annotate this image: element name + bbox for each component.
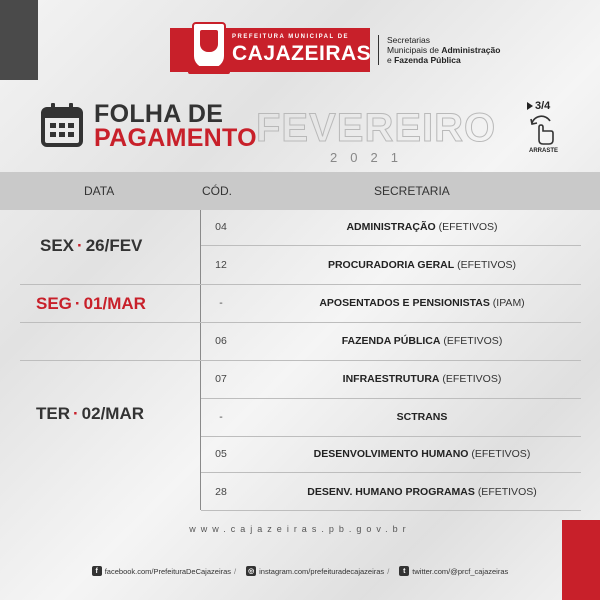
city-crest-icon [192,22,226,70]
table-row: INFRAESTRUTURA (EFETIVOS) [342,373,502,385]
column-header-date: DATA [84,184,115,198]
date-ter-02-mar: TER · 02/MAR [36,404,145,423]
corner-decoration-top-left [0,0,38,80]
row-divider [201,245,581,246]
twitter-link[interactable]: t twitter.com/@prcf_cajazeiras [399,566,508,576]
instagram-icon: ◎ [248,568,255,575]
row-code: 12 [215,259,227,271]
row-code: 06 [215,335,227,347]
row-code: - [219,411,223,423]
column-header-code: CÓD. [202,184,232,198]
city-logo [170,28,370,72]
table-row: ADMINISTRAÇÃO (EFETIVOS) [346,221,498,233]
secretarias-label [378,35,500,65]
facebook-icon: f [92,566,102,576]
row-divider [20,360,581,361]
social-footer [0,566,600,576]
logo-subtitle: PREFEITURA MUNICIPAL DE [232,34,350,40]
calendar-icon [40,102,84,148]
swipe-hint: ARRASTE [529,148,559,154]
table-row: APOSENTADOS E PENSIONISTAS (IPAM) [319,297,525,309]
swipe-hand-icon [528,115,556,145]
month-label: FEVEREIRO [256,106,497,150]
table-row: FAZENDA PÚBLICA (EFETIVOS) [341,335,503,347]
page-indicator[interactable] [527,100,550,112]
title-folha-de: FOLHA DE [94,100,224,128]
website-url[interactable]: www.cajazeiras.pb.gov.br [189,524,411,534]
table-row: DESENV. HUMANO PROGRAMAS (EFETIVOS) [307,486,537,498]
row-code: 28 [215,486,227,498]
column-header-secretaria: SECRETARIA [374,184,450,198]
row-divider [201,510,581,511]
row-divider [201,398,581,399]
row-code: - [219,297,223,309]
play-icon [527,102,533,110]
table-row: SCTRANS [396,411,448,423]
title-pagamento: PAGAMENTO [94,124,257,152]
row-divider [201,436,581,437]
page-indicator-label: 3/4 [535,100,551,112]
row-divider [20,322,581,323]
header [170,24,500,76]
logo-city-name: CAJAZEIRAS [232,42,372,65]
row-divider [201,472,581,473]
instagram-link[interactable]: ◎ instagram.com/prefeituradecajazeiras / [248,566,390,576]
date-seg-01-mar: SEG · 01/MAR [36,294,146,313]
table-row: PROCURADORIA GERAL (EFETIVOS) [327,259,517,271]
facebook-link[interactable]: f facebook.com/PrefeituraDeCajazeiras / [92,566,236,576]
twitter-icon: t [399,566,409,576]
row-code: 07 [215,373,227,385]
table-header [0,172,600,210]
secretarias-line1: Secretarias [387,35,430,45]
table-row: DESENVOLVIMENTO HUMANO (EFETIVOS) [313,448,531,460]
date-sex-26-fev: SEX · 26/FEV [40,236,143,255]
year-label: 2021 [330,150,411,165]
row-code: 04 [215,221,227,233]
row-code: 05 [215,448,227,460]
secretarias-line2: Municipais de Administração [387,45,501,55]
row-divider [20,284,581,285]
secretarias-line3: e Fazenda Pública [387,55,461,65]
